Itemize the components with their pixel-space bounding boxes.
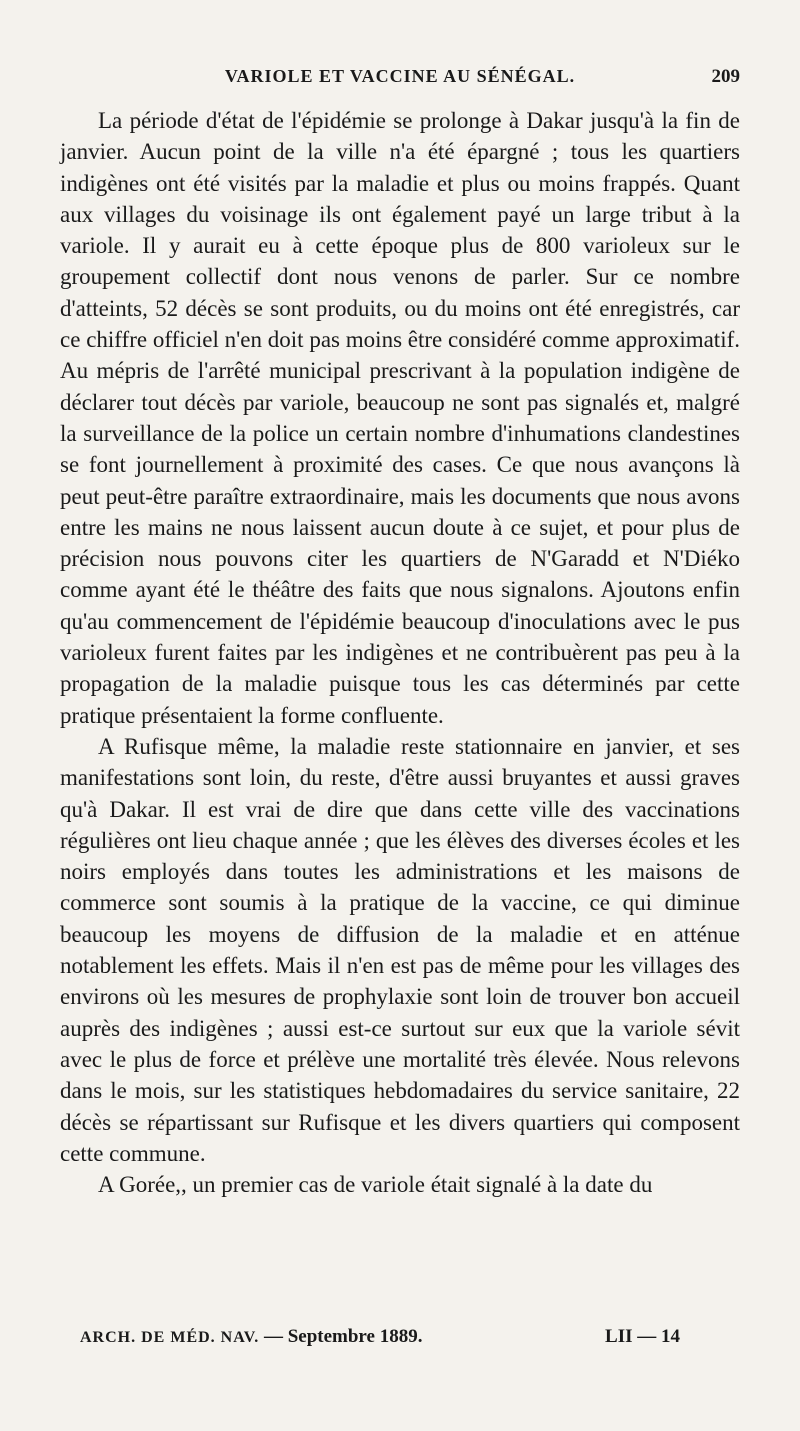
footer-date: — Septembre 1889. [263, 1326, 423, 1347]
body-text [60, 105, 740, 1200]
page-footer [80, 1326, 680, 1356]
running-title: VARIOLE ET VACCINE AU SÉNÉGAL. [224, 66, 576, 86]
paragraph-rufisque: A Rufisque même, la maladie reste stationnaire en janvier, et ses manifestations sont loin, du reste, d'être aussi bruyantes et aussi graves qu'à Dakar. Il est vrai de dire que dans cette ville des vaccinations régulières ont lieu chaque année ; que les élèves des diverses écoles et les noirs employés dans toutes les administrations et les maisons de commerce sont soumis à la pratique de la vaccine, ce qui diminue beaucoup les moyens de diffusion de la maladie et en atténue notablement les effets. Mais il n'en est pas de même pour les villages des environs où les mesures de prophylaxie sont loin de trouver bon accueil auprès des indigènes ; aussi est-ce surtout sur eux que la variole sévit avec le plus de force et prélève une mortalité très élevée. Nous relevons dans le mois, sur les statistiques hebdomadaires du service sanitaire, 22 décès se répartissant sur Rufisque et les divers quartiers qui composent cette commune. [60, 733, 740, 1166]
paragraph-dakar: La période d'état de l'épidémie se prolonge à Dakar jusqu'à la fin de janvier. Aucun point de la ville n'a été épargné ; tous les quartiers indigènes ont été visités par la maladie et plus ou moins frappés. Quant aux villages du voisinage ils ont également payé un large tribut à la variole. Il y aurait eu à cette époque plus de 800 varioleux sur le groupement collectif dont nous venons de parler. Sur ce nombre d'atteints, 52 décès se sont produits, ou du moins ont été enregistrés, car ce chiffre officiel n'en doit pas moins être considéré comme approximatif. Au mépris de l'arrêté municipal prescrivant à la population indigène de déclarer tout décès par variole, beaucoup ne sont pas signalés et, malgré la surveillance de la police un certain nombre d'inhumations clandestines se font journellement à proximité des cases. Ce que nous avançons là peut peut-être paraître extraordinaire, mais les documents que nous avons entre les mains ne nous laissent aucun doute à ce sujet, et pour plus de précision nous pouvons citer les quartiers de N'Garadd et N'Diéko comme ayant été le théâtre des faits que nous signalons. Ajoutons enfin qu'au commencement de l'épidémie beaucoup d'inoculations avec le pus varioleux furent faites par les indigènes et ne contribuèrent pas peu à la propagation de la maladie puisque tous les cas déterminés par cette pratique présentaient la forme confluente. [60, 108, 740, 728]
journal-abbrev: ARCH. DE MÉD. NAV. [80, 1329, 260, 1346]
footer-journal [80, 1326, 422, 1348]
page-number: 209 [711, 66, 740, 87]
footer-signature: LII — 14 [605, 1326, 680, 1347]
running-head [60, 66, 740, 96]
paragraph-goree: A Gorée,, un premier cas de variole était signalé à la date du [98, 1172, 653, 1198]
